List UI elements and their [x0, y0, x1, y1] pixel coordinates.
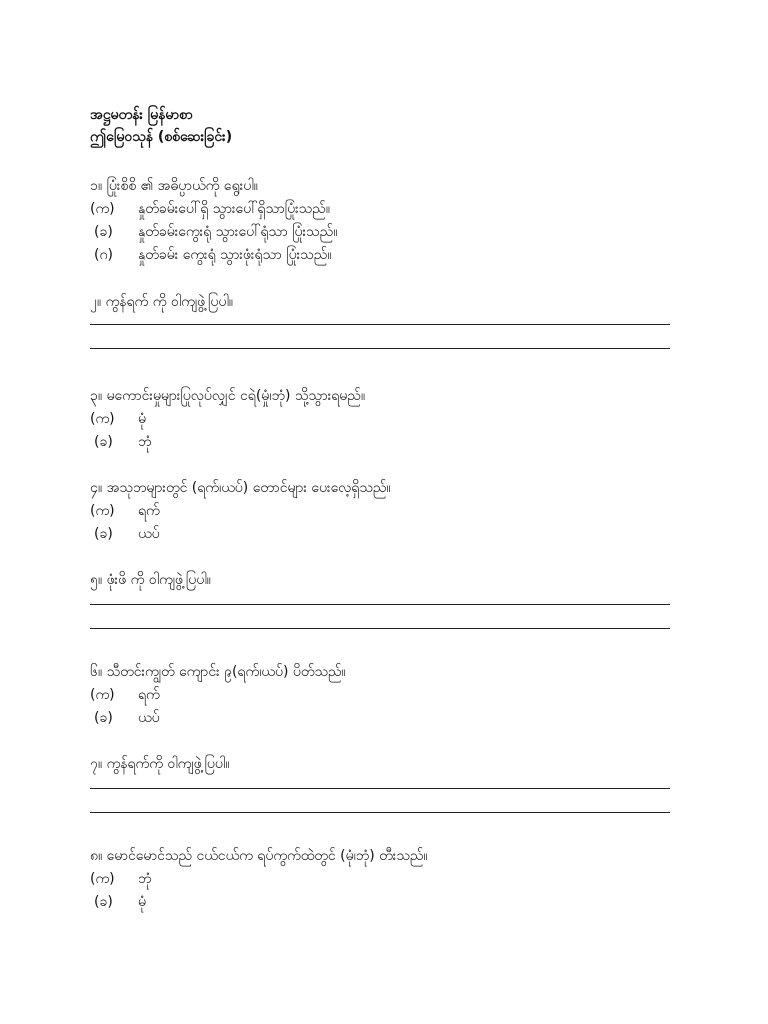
question-4: [90, 476, 670, 546]
option-label: (ဂ): [94, 247, 113, 263]
question-8-option-ka: [90, 868, 670, 891]
question-3-option-kha: [90, 431, 670, 454]
question-8: [90, 844, 670, 914]
option-label: (က): [90, 201, 115, 217]
question-3-option-ka: [90, 408, 670, 431]
option-label: (ခ): [94, 526, 113, 542]
question-6: [90, 660, 670, 730]
question-6-option-kha: [90, 707, 670, 730]
option-text: ဘုံ: [138, 871, 152, 887]
option-text: နှုတ်ခမ်းပေါ်ရှိ သွားပေါ်ရှိသာပြုံးသည်။: [138, 201, 330, 217]
question-6-option-ka: [90, 684, 670, 707]
question-1-option-ga: [90, 244, 670, 267]
question-1: [90, 174, 670, 267]
answer-line: [90, 348, 670, 349]
answer-line: [90, 812, 670, 813]
option-text: မုံ: [138, 894, 146, 910]
question-3: [90, 384, 670, 454]
option-text: မုံ: [138, 411, 146, 427]
question-6-text: ၆။ သီတင်းကျွတ် ကျောင်း ၉(ရက်၊ယပ်) ပိတ်သည်။: [90, 664, 346, 680]
option-label: (ခ): [94, 434, 113, 450]
option-text: ရက်: [138, 687, 160, 703]
option-label: (က): [90, 503, 115, 519]
question-8-text: ၈။ မောင်မောင်သည် ငယ်ငယ်က ရပ်ကွက်ထဲတွင် (မုံ၊ဘုံ) တီးသည်။: [90, 848, 428, 864]
question-8-option-kha: [90, 891, 670, 914]
option-label: (က): [90, 411, 115, 427]
option-label: (က): [90, 871, 115, 887]
answer-line: [90, 604, 670, 605]
worksheet-title-line1: အဋ္ဌမတန်း မြန်မာစာ: [90, 107, 193, 123]
question-1-option-kha: [90, 221, 670, 244]
question-1-text: ၁။ ပြုံးစိစိ ၏ အဓိပ္ပာယ်ကို ရွေးပါ။: [90, 178, 258, 194]
question-4-text: ၄။ အသုဘများတွင် (ရက်၊ယပ်) တောင်များ ပေးလေ့ရှိသည်။: [90, 480, 391, 496]
option-text: ယပ်: [138, 526, 160, 542]
question-5-text: ၅။ ဖုံးဖိ ကို ဝါကျဖွဲ့ပြပါ။: [90, 572, 211, 588]
question-2: [90, 290, 670, 349]
question-3-text: ၃။ မကောင်းမှုများပြုလုပ်လျှင် ငရဲ(မှုံ၊ဘုံ) သို့သွားရမည်။: [90, 388, 366, 404]
option-label: (ခ): [94, 224, 113, 240]
question-4-option-ka: [90, 500, 670, 523]
answer-line: [90, 324, 670, 325]
question-7: [90, 752, 670, 813]
option-text: နှုတ်ခမ်း ကွေးရုံ သွားဖုံးရုံသာ ပြုံးသည်။: [138, 247, 332, 263]
option-text: ဘုံ: [138, 434, 152, 450]
question-1-option-ka: [90, 198, 670, 221]
option-label: (က): [90, 687, 115, 703]
option-label: (ခ): [94, 894, 113, 910]
option-text: နှုတ်ခမ်းကွေးရုံ သွားပေါ်ရုံသာ ပြုံးသည်။: [138, 224, 338, 240]
option-label: (ခ): [94, 710, 113, 726]
question-5: [90, 568, 670, 629]
question-7-text: ၇။ ကွန်ရက်ကို ဝါကျဖွဲ့ပြပါ။: [90, 756, 230, 772]
question-2-text: ၂။ ကွန်ရက် ကို ဝါကျဖွဲ့ပြပါ။: [90, 294, 234, 310]
answer-line: [90, 628, 670, 629]
option-text: ရက်: [138, 503, 160, 519]
answer-line: [90, 788, 670, 789]
question-4-option-kha: [90, 523, 670, 546]
worksheet-title-line2: ဤမြေဝသုန် (စစ်ဆေးခြင်း): [90, 129, 233, 145]
option-text: ယပ်: [138, 710, 160, 726]
worksheet-page: [90, 104, 670, 910]
